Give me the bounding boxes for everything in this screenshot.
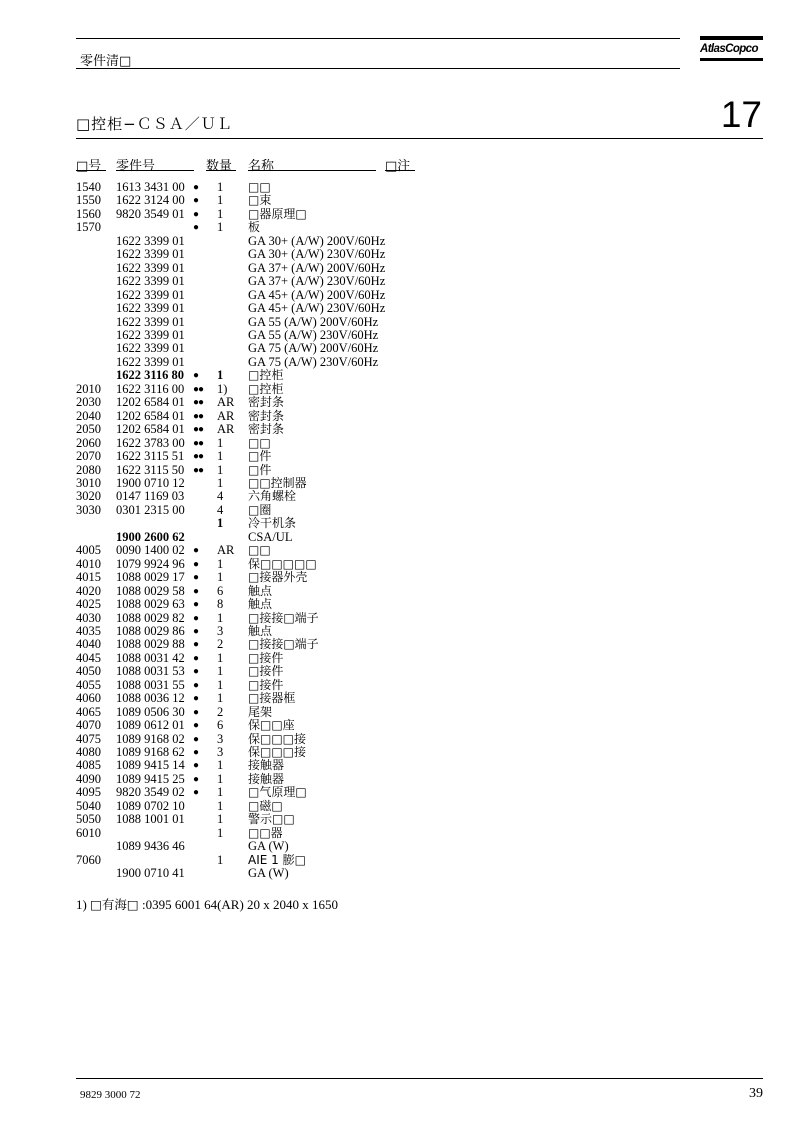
quantity-cell: 6: [217, 583, 224, 598]
table-row: [0, 437, 800, 450]
position-cell: 4085: [76, 758, 101, 773]
table-row: [0, 235, 800, 248]
quantity-cell: AR: [217, 395, 235, 410]
name-cell: □□器: [248, 825, 283, 840]
marker-cell: ●●: [193, 424, 204, 436]
name-cell: □接器框: [248, 691, 296, 706]
part-number-cell: 1622 3115 51: [116, 449, 185, 464]
name-cell: □控柜: [248, 381, 284, 396]
part-number-cell: 1088 0029 63: [116, 597, 185, 612]
marker-cell: ●●: [193, 397, 204, 409]
section-title: □控柜−ＣＳＡ／ＵＬ: [76, 115, 233, 133]
table-row: [0, 464, 800, 477]
table-row: [0, 262, 800, 275]
part-number-cell: 1622 3399 01: [116, 260, 185, 275]
part-number-cell: 1622 3399 01: [116, 354, 185, 369]
table-row: [0, 733, 800, 746]
quantity-cell: 1: [217, 812, 224, 827]
table-row: [0, 181, 800, 194]
name-cell: □磁□: [248, 798, 283, 813]
quantity-cell: 1: [217, 650, 224, 665]
part-number-cell: 1202 6584 01: [116, 422, 185, 437]
table-row: [0, 208, 800, 221]
part-number-cell: 0147 1169 03: [116, 489, 185, 504]
marker-cell: ●: [193, 652, 199, 664]
quantity-cell: 1: [217, 691, 224, 706]
part-number-cell: 9820 3549 01: [116, 206, 185, 221]
table-row: [0, 477, 800, 490]
quantity-cell: 1: [217, 193, 224, 208]
marker-cell: ●: [193, 639, 199, 651]
part-number-cell: 1089 0612 01: [116, 718, 185, 733]
quantity-cell: 3: [217, 731, 224, 746]
name-cell: □□: [248, 180, 271, 194]
name-cell: GA 30+ (A/W) 200V/60Hz: [248, 233, 386, 248]
name-cell: □□: [248, 543, 271, 558]
position-cell: 4095: [76, 785, 101, 800]
position-cell: 4025: [76, 597, 101, 612]
table-row: [0, 450, 800, 463]
quantity-cell: 1: [217, 785, 224, 800]
name-cell: CSA/UL: [248, 529, 293, 544]
table-row: [0, 302, 800, 315]
name-cell: 密封条: [248, 395, 285, 410]
marker-cell: ●: [193, 773, 199, 785]
quantity-cell: 1: [217, 852, 224, 867]
position-cell: 5040: [76, 798, 101, 813]
footnote: [76, 895, 338, 913]
position-cell: 4070: [76, 718, 101, 733]
position-cell: 4005: [76, 543, 101, 558]
table-row: [0, 665, 800, 678]
name-cell: □□: [248, 435, 271, 450]
name-cell: 接触器: [248, 758, 285, 773]
marker-cell: ●●: [193, 383, 204, 395]
table-row: [0, 612, 800, 625]
table-row: [0, 638, 800, 651]
position-cell: 4035: [76, 623, 101, 638]
part-number-cell: 1089 9436 46: [116, 839, 185, 854]
table-row: [0, 800, 800, 813]
quantity-cell: 1: [217, 475, 224, 490]
part-number-cell: 1088 1001 01: [116, 812, 185, 827]
name-cell: 触点: [248, 583, 273, 598]
part-number-cell: 1089 0702 10: [116, 798, 185, 813]
table-row: [0, 652, 800, 665]
part-number-cell: 1088 0029 17: [116, 570, 185, 585]
name-cell: □□控制器: [248, 475, 307, 490]
position-cell: 6010: [76, 825, 101, 840]
position-cell: 4020: [76, 583, 101, 598]
part-number-cell: 1622 3399 01: [116, 314, 185, 329]
position-cell: 2050: [76, 422, 101, 437]
table-row: [0, 773, 800, 786]
column-header-part-number: 零件号: [116, 159, 156, 174]
position-cell: 4040: [76, 637, 101, 652]
name-cell: 警示□□: [248, 812, 295, 827]
table-row: [0, 827, 800, 840]
column-header-position: □号: [76, 159, 102, 174]
quantity-cell: 1: [217, 677, 224, 692]
column-header-remarks: □注: [385, 159, 411, 174]
name-cell: 冷干机条: [248, 516, 297, 531]
name-cell: GA 37+ (A/W) 230V/60Hz: [248, 274, 386, 289]
name-cell: GA 75 (A/W) 230V/60Hz: [248, 354, 379, 369]
table-row: [0, 289, 800, 302]
part-number-cell: 1089 9168 02: [116, 731, 185, 746]
quantity-cell: 1: [217, 556, 224, 571]
table-row: [0, 248, 800, 261]
quantity-cell: 4: [217, 502, 224, 517]
marker-cell: ●●: [193, 464, 204, 476]
name-cell: GA 45+ (A/W) 230V/60Hz: [248, 301, 386, 316]
position-cell: 4060: [76, 691, 101, 706]
position-cell: 4080: [76, 745, 101, 760]
position-cell: 4045: [76, 650, 101, 665]
header-underline-position: [76, 170, 106, 171]
part-number-cell: 1900 0710 12: [116, 475, 185, 490]
part-number-cell: 1088 0029 82: [116, 610, 185, 625]
table-row: [0, 759, 800, 772]
marker-cell: ●: [193, 572, 199, 584]
marker-cell: ●: [193, 666, 199, 678]
quantity-cell: AR: [217, 543, 235, 558]
logo-bottom-bar: [700, 58, 763, 61]
header-underline-part-number: [116, 170, 194, 171]
table-row: [0, 854, 800, 867]
table-row: [0, 342, 800, 355]
marker-cell: ●: [193, 585, 199, 597]
quantity-cell: 1): [217, 381, 228, 396]
position-cell: 4015: [76, 570, 101, 585]
marker-cell: ●: [193, 733, 199, 745]
marker-cell: ●: [193, 747, 199, 759]
name-cell: 保□□□接: [248, 745, 307, 760]
part-number-cell: 1622 3783 00: [116, 435, 185, 450]
column-header-name: 名称: [248, 159, 275, 174]
name-cell: □圈: [248, 502, 272, 517]
table-row: [0, 706, 800, 719]
marker-cell: ●: [193, 208, 199, 220]
position-cell: 2040: [76, 408, 101, 423]
name-cell: □接件: [248, 650, 284, 665]
position-cell: 2060: [76, 435, 101, 450]
table-row: [0, 316, 800, 329]
quantity-cell: 1: [217, 368, 224, 383]
table-row: [0, 813, 800, 826]
position-cell: 4055: [76, 677, 101, 692]
position-cell: 2080: [76, 462, 101, 477]
part-number-cell: 1202 6584 01: [116, 395, 185, 410]
table-row: [0, 625, 800, 638]
part-number-cell: 0301 2315 00: [116, 502, 185, 517]
name-cell: GA (W): [248, 866, 289, 881]
marker-cell: ●: [193, 182, 199, 193]
name-cell: □接件: [248, 664, 284, 679]
position-cell: 7060: [76, 852, 101, 867]
marker-cell: ●: [193, 612, 199, 624]
part-number-cell: 1088 0031 55: [116, 677, 185, 692]
marker-cell: ●: [193, 693, 199, 705]
table-row: [0, 423, 800, 436]
part-number-cell: 1622 3115 50: [116, 462, 185, 477]
part-number-cell: 1622 3399 01: [116, 327, 185, 342]
atlas-copco-logo: [700, 36, 763, 61]
position-cell: 1560: [76, 206, 101, 221]
position-cell: 1540: [76, 180, 101, 194]
part-number-cell: 1088 0029 86: [116, 623, 185, 638]
name-cell: 接触器: [248, 771, 285, 786]
part-number-cell: 1079 9924 96: [116, 556, 185, 571]
name-cell: 保□□座: [248, 718, 295, 733]
position-cell: 4065: [76, 704, 101, 719]
position-cell: 3030: [76, 502, 101, 517]
position-cell: 2030: [76, 395, 101, 410]
footnote-label: □有海□: [90, 897, 139, 912]
position-cell: 2010: [76, 381, 101, 396]
part-number-cell: 1613 3431 00: [116, 180, 185, 194]
table-row: [0, 356, 800, 369]
quantity-cell: 1: [217, 220, 224, 235]
table-row: [0, 840, 800, 853]
part-number-cell: 1088 0029 88: [116, 637, 185, 652]
table-row: [0, 571, 800, 584]
header-bottom-rule: [76, 68, 680, 69]
table-row: [0, 490, 800, 503]
table-row: [0, 544, 800, 557]
marker-cell: ●: [193, 222, 199, 234]
table-row: [0, 746, 800, 759]
quantity-cell: 2: [217, 637, 224, 652]
header-top-rule: [76, 38, 680, 39]
part-number-cell: 9820 3549 02: [116, 785, 185, 800]
name-cell: GA 37+ (A/W) 200V/60Hz: [248, 260, 386, 275]
table-row: [0, 369, 800, 382]
part-number-cell: 1088 0036 12: [116, 691, 185, 706]
part-number-cell: 1202 6584 01: [116, 408, 185, 423]
name-cell: □气原理□: [248, 785, 307, 800]
quantity-cell: 1: [217, 570, 224, 585]
quantity-cell: 1: [217, 771, 224, 786]
name-cell: □控柜: [248, 368, 284, 383]
name-cell: 六角螺栓: [248, 489, 297, 504]
part-number-cell: 1088 0031 53: [116, 664, 185, 679]
table-row: [0, 598, 800, 611]
name-cell: □接件: [248, 677, 284, 692]
table-row: [0, 867, 800, 880]
marker-cell: ●: [193, 720, 199, 732]
quantity-cell: 3: [217, 745, 224, 760]
part-number-cell: 1622 3399 01: [116, 233, 185, 248]
position-cell: 5050: [76, 812, 101, 827]
part-number-cell: 1900 2600 62: [116, 529, 185, 544]
header-underline-quantity: [206, 170, 236, 171]
quantity-cell: 4: [217, 489, 224, 504]
name-cell: 触点: [248, 597, 273, 612]
quantity-cell: 1: [217, 449, 224, 464]
name-cell: AIE 1 膨□: [248, 852, 306, 867]
part-number-cell: 1622 3399 01: [116, 301, 185, 316]
table-row: [0, 194, 800, 207]
quantity-cell: 3: [217, 623, 224, 638]
part-number-cell: 1622 3399 01: [116, 274, 185, 289]
quantity-cell: 1: [217, 798, 224, 813]
position-cell: 3020: [76, 489, 101, 504]
part-number-cell: 1622 3116 00: [116, 381, 185, 396]
name-cell: □接器外壳: [248, 570, 308, 585]
table-row: [0, 786, 800, 799]
table-row: [0, 221, 800, 234]
quantity-cell: 1: [217, 180, 224, 194]
table-row: [0, 275, 800, 288]
name-cell: GA 55 (A/W) 200V/60Hz: [248, 314, 379, 329]
marker-cell: ●: [193, 195, 199, 207]
position-cell: 2070: [76, 449, 101, 464]
part-number-cell: 1089 9415 25: [116, 771, 185, 786]
name-cell: □件: [248, 449, 272, 464]
quantity-cell: 1: [217, 825, 224, 840]
table-row: [0, 531, 800, 544]
name-cell: □接接□端子: [248, 637, 319, 652]
chapter-number: 17: [720, 94, 762, 135]
table-row: [0, 679, 800, 692]
table-row: [0, 517, 800, 530]
quantity-cell: 1: [217, 758, 224, 773]
quantity-cell: 8: [217, 597, 224, 612]
name-cell: □件: [248, 462, 272, 477]
name-cell: 尾架: [248, 704, 273, 719]
name-cell: 保□□□□□: [248, 556, 317, 571]
marker-cell: ●: [193, 625, 199, 637]
part-number-cell: 0090 1400 02: [116, 543, 185, 558]
part-number-cell: 1089 9415 14: [116, 758, 185, 773]
name-cell: GA 30+ (A/W) 230V/60Hz: [248, 247, 386, 262]
part-number-cell: 1088 0031 42: [116, 650, 185, 665]
logo-text: AtlasCopco: [700, 43, 758, 55]
name-cell: 保□□□接: [248, 731, 307, 746]
table-row: [0, 329, 800, 342]
header-underline-name: [248, 170, 376, 171]
position-cell: 3010: [76, 475, 101, 490]
part-number-cell: 1089 0506 30: [116, 704, 185, 719]
page-number: 39: [749, 1086, 763, 1101]
part-number-cell: 1088 0029 58: [116, 583, 185, 598]
name-cell: □接接□端子: [248, 610, 319, 625]
quantity-cell: 1: [217, 610, 224, 625]
part-number-cell: 1622 3399 01: [116, 341, 185, 356]
quantity-cell: 1: [217, 516, 224, 531]
name-cell: GA 75 (A/W) 200V/60Hz: [248, 341, 379, 356]
marker-cell: ●●: [193, 451, 204, 463]
marker-cell: ●●: [193, 437, 204, 449]
quantity-cell: 1: [217, 664, 224, 679]
marker-cell: ●: [193, 599, 199, 611]
table-row: [0, 383, 800, 396]
marker-cell: ●●: [193, 410, 204, 422]
section-title-rule: [76, 138, 763, 139]
footnote-text: :0395 6001 64(AR) 20 x 2040 x 1650: [141, 897, 339, 912]
name-cell: GA 55 (A/W) 230V/60Hz: [248, 327, 379, 342]
marker-cell: ●: [193, 787, 199, 799]
name-cell: 触点: [248, 623, 273, 638]
position-cell: 4030: [76, 610, 101, 625]
part-number-cell: 1622 3399 01: [116, 287, 185, 302]
column-header-quantity: 数量: [206, 159, 233, 174]
table-row: [0, 504, 800, 517]
quantity-cell: 1: [217, 206, 224, 221]
table-row: [0, 692, 800, 705]
table-row: [0, 585, 800, 598]
name-cell: GA 45+ (A/W) 200V/60Hz: [248, 287, 386, 302]
quantity-cell: 2: [217, 704, 224, 719]
document-number: 9829 3000 72: [80, 1089, 141, 1101]
marker-cell: ●: [193, 706, 199, 718]
table-row: [0, 719, 800, 732]
position-cell: 1570: [76, 220, 101, 235]
position-cell: 4010: [76, 556, 101, 571]
position-cell: 4090: [76, 771, 101, 786]
name-cell: 密封条: [248, 422, 285, 437]
section-label: 零件清□: [80, 54, 132, 69]
parts-table: [0, 181, 800, 881]
position-cell: 1550: [76, 193, 101, 208]
marker-cell: ●: [193, 370, 199, 382]
part-number-cell: 1622 3124 00: [116, 193, 185, 208]
quantity-cell: 6: [217, 718, 224, 733]
quantity-cell: AR: [217, 408, 235, 423]
quantity-cell: AR: [217, 422, 235, 437]
name-cell: □器原理□: [248, 206, 307, 221]
marker-cell: ●: [193, 545, 199, 557]
name-cell: 密封条: [248, 408, 285, 423]
marker-cell: ●: [193, 679, 199, 691]
name-cell: □束: [248, 193, 272, 208]
quantity-cell: 1: [217, 462, 224, 477]
name-cell: GA (W): [248, 839, 289, 854]
part-number-cell: 1900 0710 41: [116, 866, 185, 881]
name-cell: 板: [248, 220, 261, 235]
position-cell: 4050: [76, 664, 101, 679]
quantity-cell: 1: [217, 435, 224, 450]
footer-rule: [76, 1078, 763, 1079]
table-row: [0, 410, 800, 423]
position-cell: 4075: [76, 731, 101, 746]
marker-cell: ●: [193, 558, 199, 570]
part-number-cell: 1622 3116 80: [116, 368, 185, 383]
table-row: [0, 396, 800, 409]
part-number-cell: 1622 3399 01: [116, 247, 185, 262]
header-underline-remarks: [385, 170, 415, 171]
marker-cell: ●: [193, 760, 199, 772]
part-number-cell: 1089 9168 62: [116, 745, 185, 760]
footnote-marker: 1): [76, 897, 87, 912]
table-row: [0, 558, 800, 571]
